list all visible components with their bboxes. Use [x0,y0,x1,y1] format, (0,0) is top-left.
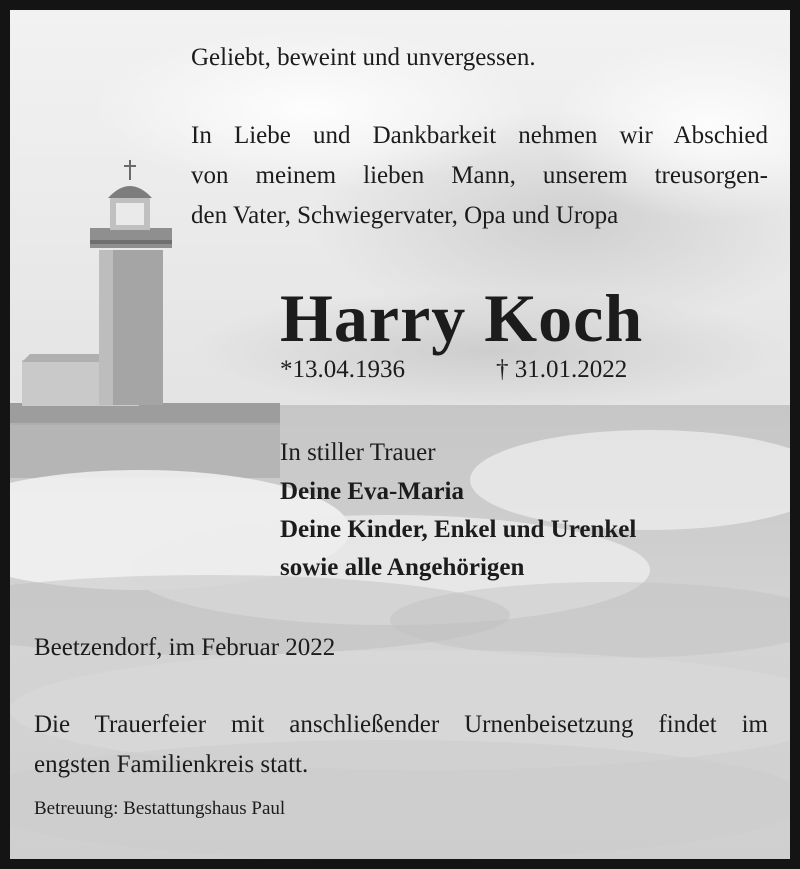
intro-line-2: von meinem lieben Mann, unserem treusorgen- [191,162,768,189]
intro-line-1: In Liebe und Dankbarkeit nehmen wir Abschied [191,122,768,149]
funeral-note-line-2: engsten Familienkreis statt. [34,751,309,778]
intro-line-3: den Vater, Schwiegervater, Opa und Uropa [191,202,619,229]
mourner-line-1: Deine Eva-Maria [280,478,464,505]
mourner-line-2: Deine Kinder, Enkel und Urenkel [280,516,637,543]
motto: Geliebt, beweint und unvergessen. [191,44,536,71]
mourners-intro: In stiller Trauer [280,439,436,466]
birth-date: *13.04.1936 [280,356,405,383]
death-date: † 31.01.2022 [496,356,628,383]
undertaker-credit: Betreuung: Bestattungshaus Paul [34,798,286,819]
funeral-note-line-1: Die Trauerfeier mit anschließender Urnenbeisetzung findet im [34,711,768,738]
deceased-name: Harry Koch [280,280,644,356]
mourner-line-3: sowie alle Angehörigen [280,554,525,581]
place-and-date: Beetzendorf, im Februar 2022 [34,634,336,661]
